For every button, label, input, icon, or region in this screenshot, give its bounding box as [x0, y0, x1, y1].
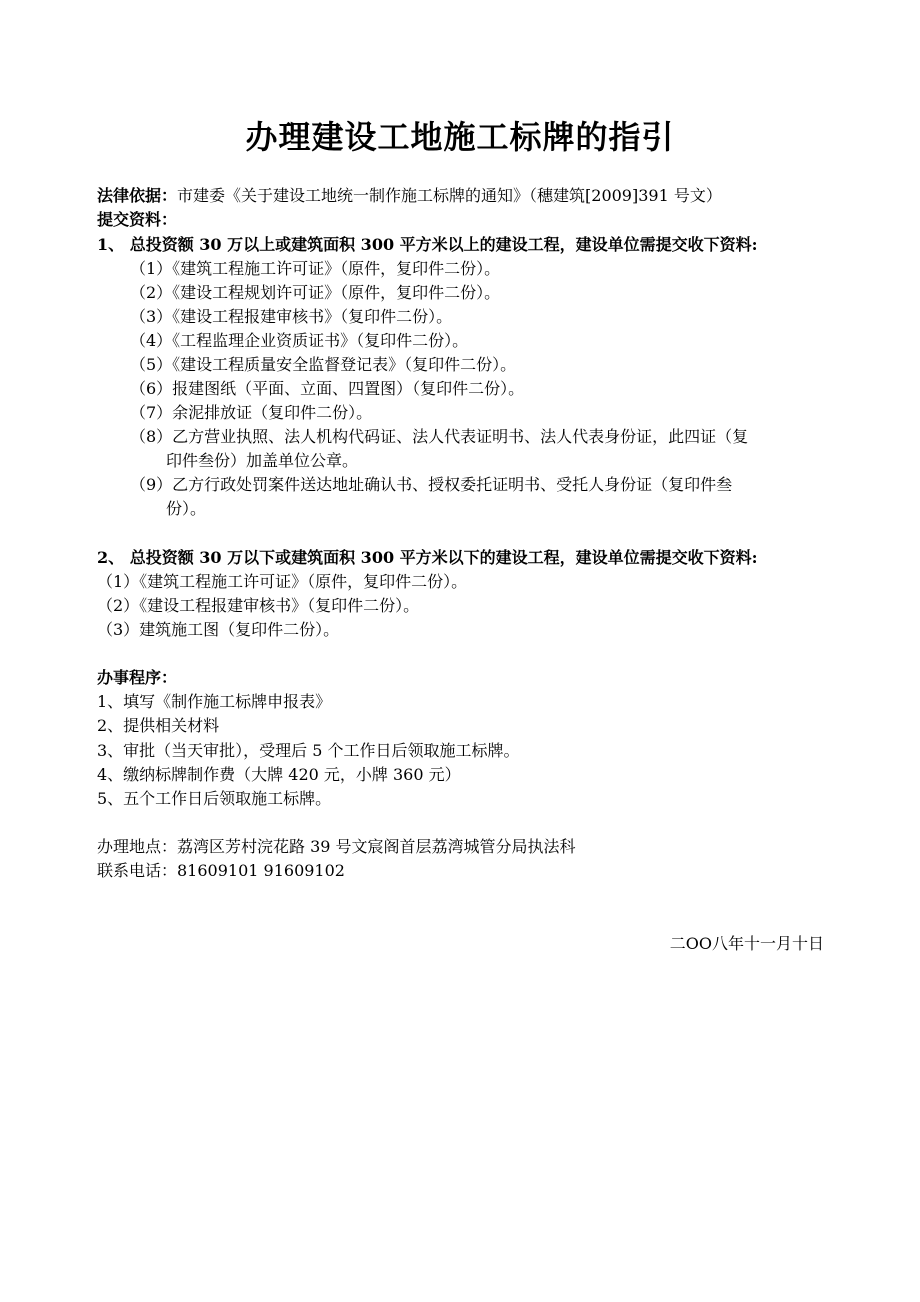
- procedure-step: 4、缴纳标牌制作费（大牌 420 元，小牌 360 元）: [97, 765, 461, 784]
- section1-item: （2）《建设工程规划许可证》（原件，复印件二份）。: [130, 283, 501, 302]
- office-location: 办理地点：荔湾区芳村浣花路 39 号文宸阁首层荔湾城管分局执法科: [97, 837, 576, 856]
- procedure-step: 1、填写《制作施工标牌申报表》: [97, 692, 332, 711]
- procedure-step: 5、五个工作日后领取施工标牌。: [97, 789, 332, 808]
- legal-basis-line: [97, 184, 824, 208]
- procedure-step: 3、审批（当天审批），受理后 5 个工作日后领取施工标牌。: [97, 741, 520, 760]
- section1-item-continued: 印件叁份）加盖单位公章。: [166, 451, 359, 470]
- section1-item: （9）乙方行政处罚案件送达地址确认书、授权委托证明书、受托人身份证（复印件叁: [130, 475, 733, 494]
- section2-heading: 2、 总投资额 30 万以下或建筑面积 300 平方米以下的建设工程，建设单位需提交收下资料:: [97, 548, 758, 567]
- procedure-heading: 办事程序：: [97, 668, 178, 687]
- section1-item: （4）《工程监理企业资质证书》（复印件二份）。: [130, 331, 469, 350]
- section1-item: （5）《建设工程质量安全监督登记表》（复印件二份）。: [130, 355, 517, 374]
- section1-item: （6）报建图纸（平面、立面、四置图）（复印件二份）。: [130, 379, 525, 398]
- submit-materials-label: 提交资料：: [97, 210, 178, 229]
- section1-item-continued: 份）。: [166, 499, 207, 518]
- section1-item: （1）《建筑工程施工许可证》（原件，复印件二份）。: [130, 259, 501, 278]
- contact-phone: 联系电话：81609101 91609102: [97, 861, 345, 880]
- section1-item: （8）乙方营业执照、法人机构代码证、法人代表证明书、法人代表身份证，此四证（复: [130, 427, 749, 446]
- section2-item: （3）建筑施工图（复印件二份）。: [97, 620, 340, 639]
- procedure-step: 2、提供相关材料: [97, 716, 220, 735]
- section1-item: （3）《建设工程报建审核书》（复印件二份）。: [130, 307, 453, 326]
- section2-item: （2）《建设工程报建审核书》（复印件二份）。: [97, 596, 420, 615]
- document-title: 办理建设工地施工标牌的指引: [245, 118, 675, 156]
- section1-heading: 1、 总投资额 30 万以上或建筑面积 300 平方米以上的建设工程，建设单位需提交收下资料:: [97, 235, 758, 254]
- legal-basis-text: 市建委《关于建设工地统一制作施工标牌的通知》（穗建筑[2009]391 号文）: [177, 186, 722, 205]
- section2-item: （1）《建筑工程施工许可证》（原件，复印件二份）。: [97, 572, 468, 591]
- section1-item: （7）余泥排放证（复印件二份）。: [130, 403, 373, 422]
- legal-basis-label: 法律依据：: [97, 186, 178, 205]
- document-date: 二OO八年十一月十日: [669, 934, 824, 953]
